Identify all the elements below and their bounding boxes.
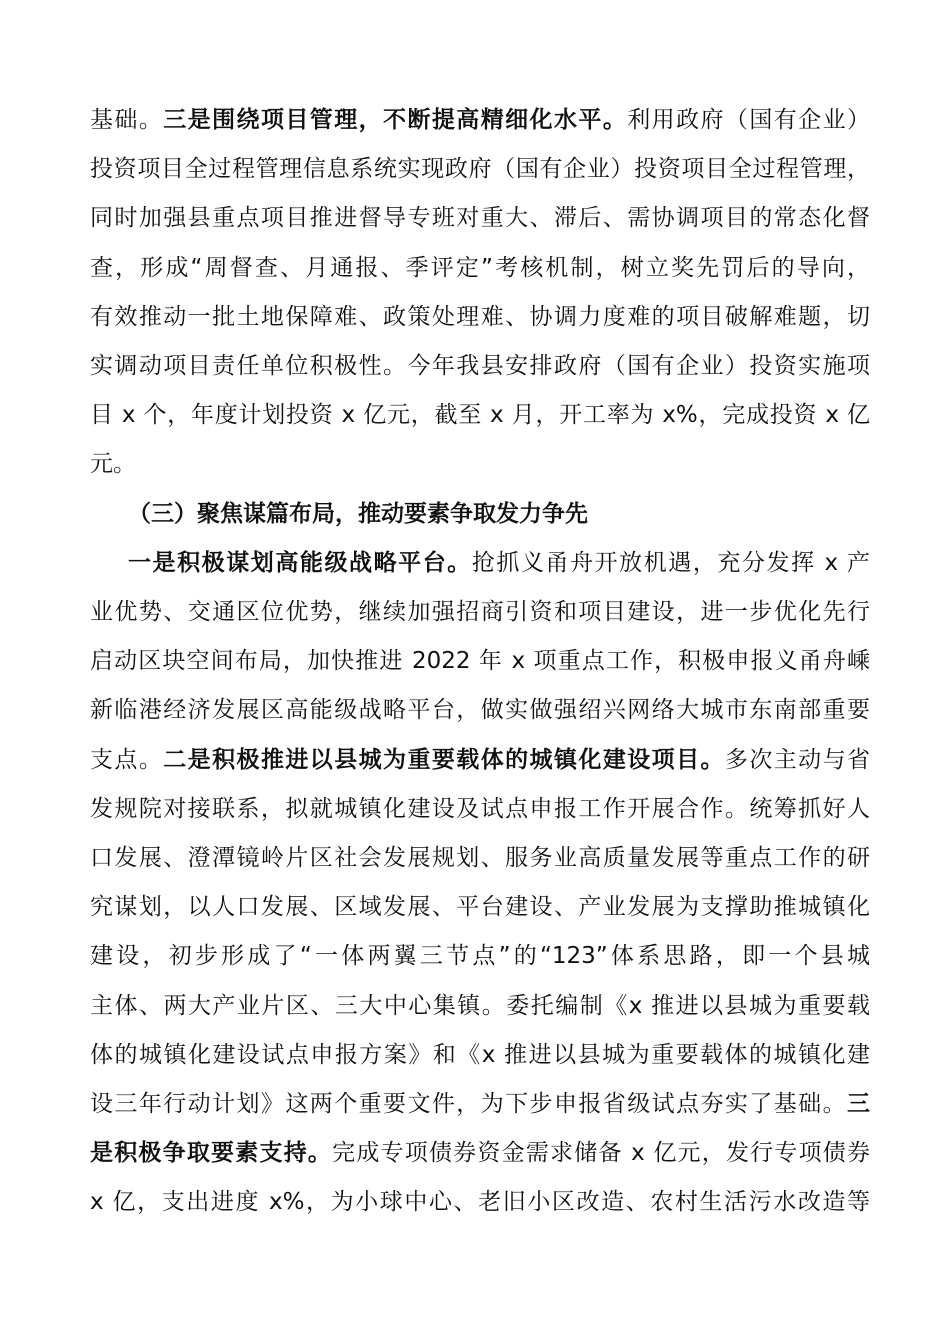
text-run: 口发展、澄潭镜岭片区社会发展规划、服务业高质量发展等重点工作的研 [90,845,870,871]
text-run: 业优势、交通区位优势，继续加强招商引资和项目建设，进一步优化先行 [90,599,870,625]
text-line [90,248,870,288]
text-run: 元。 [90,451,136,478]
text-run: 实调动项目责任单位积极性。今年我县安排政府（国有企业）投资实施项 [90,353,870,379]
text-run: 新临港经济发展区高能级战略平台，做实做强绍兴网络大城市东南部重要 [90,697,870,724]
text-run: 体的城镇化建设试点申报方案》和《x 推进以县城为重要载体的城镇化建 [90,1041,870,1068]
text-line [90,1035,870,1075]
text-line [128,494,870,534]
text-run: 建设，初步形成了“一体两翼三节点”的“123”体系思路，即一个县城 [90,943,870,970]
text-run: 多次主动与省 [724,746,870,773]
text-line [90,444,870,484]
text-run: 投资项目全过程管理信息系统实现政府（国有企业）投资项目全过程管理， [90,156,870,183]
text-run: 主体、两大产业片区、三大中心集镇。委托编制《x 推进以县城为重要载 [90,992,870,1019]
text-run: 设三年行动计划》这两个重要文件，为下步申报省级试点夯实了基础。 [90,1091,847,1117]
text-run: 支点。 [90,746,164,773]
text-line [90,395,870,435]
bold-text-run: 二是积极推进以县城为重要载体的城镇化建设项目。 [163,746,725,773]
bold-text-run: （三）聚焦谋篇布局，推动要素争取发力争先 [128,500,588,527]
text-line [90,789,870,829]
text-line [90,641,870,681]
text-run: 抢抓义甬舟开放机遇，充分发挥 x 产 [471,549,870,576]
bold-text-run: 三是围绕项目管理，不断提高精细化水平。 [163,107,628,133]
text-line [90,740,870,780]
text-line [90,100,870,140]
text-run: 有效推动一批土地保障难、政策处理难、协调力度难的项目破解难题，切 [90,303,870,330]
text-run: 启动区块空间布局，加快推进 2022 年 x 项重点工作，积极申报义甬舟嵊 [90,648,870,675]
text-line [90,198,870,238]
text-run: 目 x 个，年度计划投资 x 亿元，截至 x 月，开工率为 x%，完成投资 x 亿 [90,402,870,429]
text-line [90,690,870,730]
text-line [128,543,870,583]
text-line [90,838,870,878]
text-line [90,1084,870,1124]
text-run: 完成专项债券资金需求储备 x 亿元，发行专项债券 [332,1140,870,1167]
bold-text-run: 是积极争取要素支持。 [90,1140,333,1167]
text-run: 同时加强县重点项目推进督导专班对重大、滞后、需协调项目的常态化督 [90,205,870,232]
text-line [90,1133,870,1173]
text-run: x 亿，支出进度 x%，为小球中心、老旧小区改造、农村生活污水改造等 [90,1189,870,1216]
bold-text-run: 一是积极谋划高能级战略平台。 [128,549,472,576]
text-line [90,149,870,189]
text-line [90,297,870,337]
text-run: 发规院对接联系，拟就城镇化建设及试点申报工作开展合作。统筹抓好人 [90,795,870,822]
text-line [90,936,870,976]
text-run: 查，形成“周督查、月通报、季评定”考核机制，树立奖先罚后的导向， [90,254,870,281]
text-line [90,592,870,632]
text-line [90,346,870,386]
text-run: 基础。 [90,107,164,133]
bold-text-run: 三 [847,1091,870,1117]
text-run: 究谋划，以人口发展、区域发展、平台建设、产业发展为支撑助推城镇化 [90,894,870,921]
text-run: 利用政府（国有企业） [627,107,870,133]
text-line [90,887,870,927]
text-line [90,986,870,1026]
text-line [90,1182,870,1222]
